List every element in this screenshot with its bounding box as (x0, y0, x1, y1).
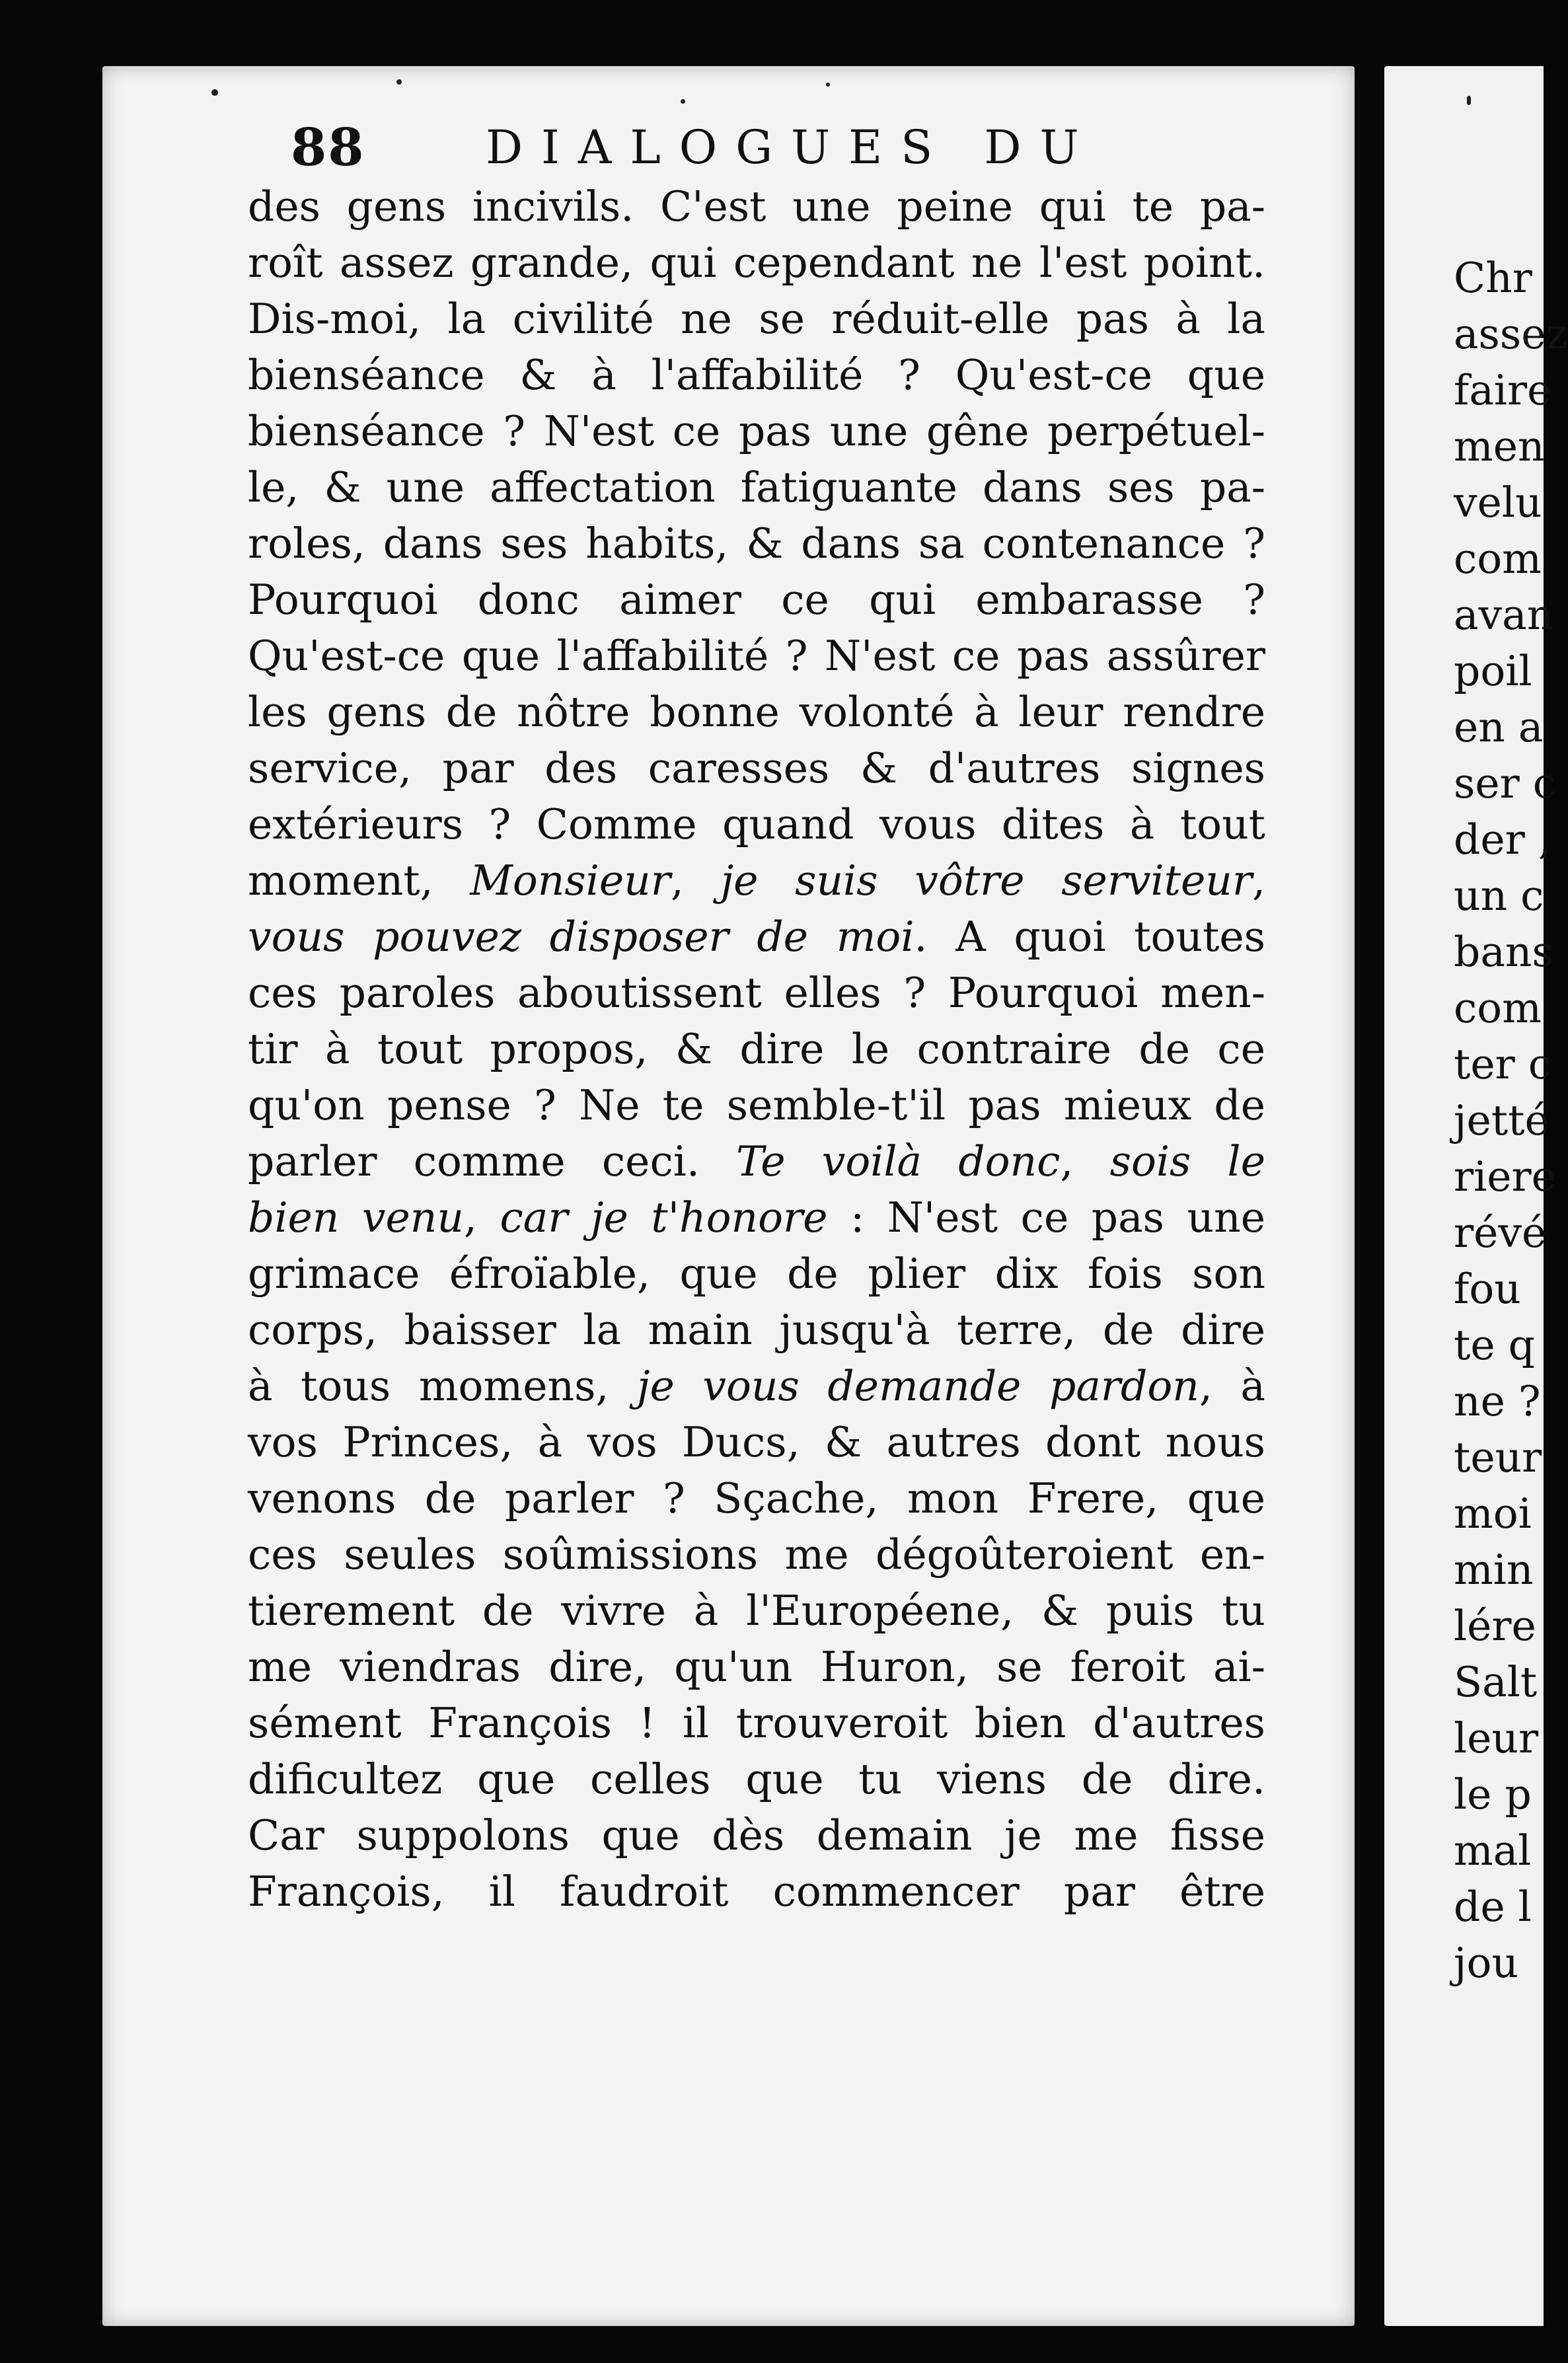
text-line: dificultez que celles que tu viens de dire. (248, 1755, 1265, 1803)
fragment-line: fou (1454, 1265, 1521, 1313)
running-title: DIALOGUES DU (486, 120, 1098, 174)
fragment-line: assez (1454, 310, 1568, 358)
text-line: à tous momens, je vous demande pardon, à (248, 1362, 1265, 1410)
scan-speck (681, 99, 685, 104)
fragment-line: com (1454, 984, 1542, 1032)
text-line: vous pouvez disposer de moi. A quoi toutes (248, 913, 1265, 961)
text-line: vos Princes, à vos Ducs, & autres dont nous (248, 1418, 1265, 1466)
text-line: ces paroles aboutissent elles ? Pourquoi men- (248, 969, 1265, 1017)
text-line: moment, Monsieur, je suis vôtre serviteur, (248, 856, 1265, 905)
text-line: François, il faudroit commencer par être (248, 1867, 1265, 1916)
fragment-line: teur (1454, 1433, 1542, 1482)
text-line: extérieurs ? Comme quand vous dites à tout (248, 800, 1265, 848)
fragment-line: révé (1454, 1209, 1547, 1257)
fragment-line: moi (1454, 1489, 1532, 1538)
scan-speck (396, 79, 402, 85)
fragment-line: le p (1454, 1770, 1532, 1819)
fragment-line: riere (1454, 1152, 1556, 1201)
fragment-line: ter c (1454, 1040, 1552, 1088)
fragment-line: poil (1454, 647, 1532, 695)
fragment-line: en a (1454, 703, 1544, 751)
text-line: tir à tout propos, & dire le contraire de ce (248, 1025, 1265, 1073)
text-line: Dis-moi, la civilité ne se réduit-elle pas à la (248, 295, 1265, 343)
text-line: Car suppolons que dès demain je me fisse (248, 1811, 1265, 1859)
text-line: ces seules soûmissions me dégoûteroient en- (248, 1530, 1265, 1579)
text-line: bienséance ? N'est ce pas une gêne perpétuel- (248, 407, 1265, 455)
fragment-line: avan (1454, 591, 1554, 639)
fragment-line: men (1454, 422, 1545, 470)
fragment-line: ser c (1454, 759, 1557, 807)
fragment-line: faire (1454, 366, 1552, 414)
scan-speck (826, 83, 830, 87)
fragment-line: lére (1454, 1602, 1536, 1650)
text-line: roît assez grande, qui cependant ne l'est point. (248, 239, 1265, 287)
text-line: qu'on pense ? Ne te semble-t'il pas mieux de (248, 1081, 1265, 1129)
fragment-line: jou (1454, 1939, 1519, 1987)
fragment-line: te q (1454, 1321, 1535, 1369)
fragment-line: leur (1454, 1714, 1539, 1762)
fragment-line: Chr (1454, 254, 1532, 302)
text-line: grimace éfroïable, que de plier dix fois son (248, 1250, 1265, 1298)
text-line: bien venu, car je t'honore : N'est ce pas une (248, 1193, 1265, 1242)
fragment-line: mal (1454, 1826, 1532, 1875)
text-line: corps, baisser la main jusqu'à terre, de dire (248, 1306, 1265, 1354)
right-page-text (1454, 250, 1568, 1991)
text-line: bienséance & à l'affabilité ? Qu'est-ce que (248, 351, 1265, 399)
fragment-line: jetté (1454, 1096, 1549, 1144)
text-line: Pourquoi donc aimer ce qui embarasse ? (248, 576, 1265, 624)
text-line: sément François ! il trouveroit bien d'autres (248, 1699, 1265, 1747)
fragment-line: der , (1454, 815, 1551, 864)
body-text (248, 178, 1265, 1920)
fragment-line: Salt (1454, 1658, 1538, 1706)
text-line: tierement de vivre à l'Européene, & puis tu (248, 1587, 1265, 1635)
text-line: service, par des caresses & d'autres signes (248, 744, 1265, 792)
fragment-line: velu (1454, 478, 1542, 527)
text-line: les gens de nôtre bonne volonté à leur rendre (248, 688, 1265, 736)
text-line: me viendras dire, qu'un Huron, se feroit ai- (248, 1643, 1265, 1691)
fragment-line: un c (1454, 872, 1544, 920)
scan-speck (1467, 96, 1471, 105)
fragment-line: de l (1454, 1883, 1532, 1931)
fragment-line: ne ? (1454, 1377, 1541, 1425)
text-line: venons de parler ? Sçache, mon Frere, que (248, 1474, 1265, 1522)
fragment-line: min (1454, 1546, 1534, 1594)
scan-speck (211, 89, 218, 96)
text-line: Qu'est-ce que l'affabilité ? N'est ce pas assûrer (248, 632, 1265, 680)
text-line: parler comme ceci. Te voilà donc, sois le (248, 1137, 1265, 1185)
fragment-line: com (1454, 535, 1542, 583)
text-line: le, & une affectation fatiguante dans ses pa- (248, 463, 1265, 511)
fragment-line: bans (1454, 928, 1553, 976)
text-line: des gens incivils. C'est une peine qui te pa- (248, 182, 1265, 231)
text-line: roles, dans ses habits, & dans sa contenance ? (248, 519, 1265, 568)
page-number: 88 (291, 118, 365, 178)
